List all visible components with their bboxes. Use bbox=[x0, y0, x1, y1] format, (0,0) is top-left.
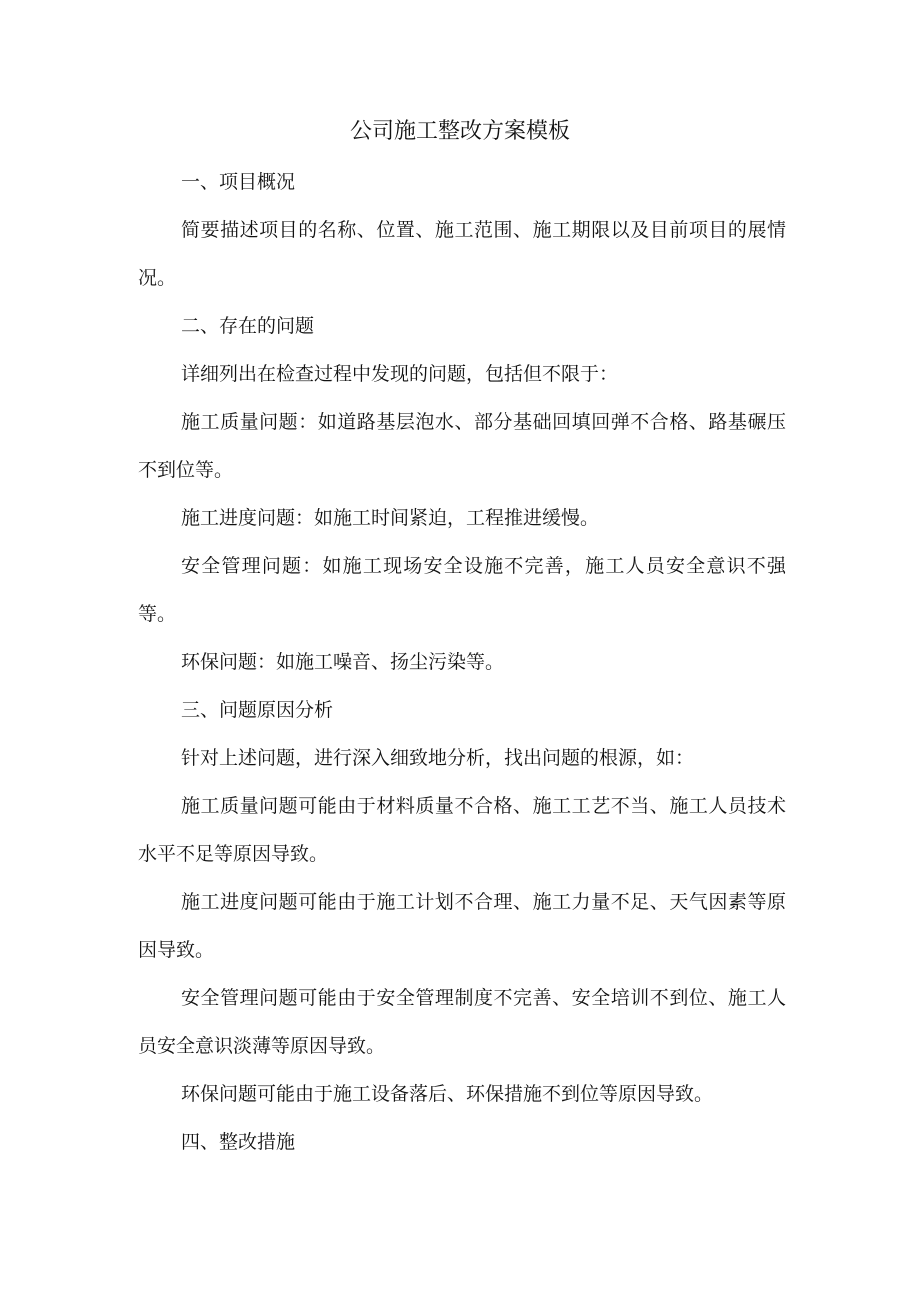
document-title: 公司施工整改方案模板 bbox=[349, 119, 570, 144]
paragraph-environment-cause: 环保问题可能由于施工设备落后、环保措施不到位等原因导致。 bbox=[181, 1083, 714, 1105]
paragraph-problems-intro: 详细列出在检查过程中发现的问题，包括但不限于： bbox=[181, 363, 619, 385]
paragraph-schedule-problem: 施工进度问题：如施工时间紧迫，工程推进缓慢。 bbox=[181, 507, 600, 529]
paragraph-quality-problem: 施工质量问题：如道路基层泡水、部分基础回填回弹不合格、路基碾压不到位等。 bbox=[138, 411, 786, 481]
paragraph-analysis-intro: 针对上述问题，进行深入细致地分析，找出问题的根源，如： bbox=[181, 747, 695, 769]
section-heading-rectification: 四、整改措施 bbox=[181, 1131, 296, 1153]
section-heading-cause-analysis: 三、问题原因分析 bbox=[181, 699, 334, 721]
paragraph-schedule-cause: 施工进度问题可能由于施工计划不合理、施工力量不足、天气因素等原因导致。 bbox=[138, 891, 786, 961]
section-heading-overview: 一、项目概况 bbox=[181, 171, 296, 193]
paragraph-safety-problem: 安全管理问题：如施工现场安全设施不完善，施工人员安全意识不强等。 bbox=[138, 555, 786, 625]
paragraph-safety-cause: 安全管理问题可能由于安全管理制度不完善、安全培训不到位、施工人员安全意识淡薄等原因导致。 bbox=[138, 987, 786, 1057]
paragraph-overview: 简要描述项目的名称、位置、施工范围、施工期限以及目前项目的展情况。 bbox=[138, 219, 786, 289]
paragraph-environment-problem: 环保问题：如施工噪音、扬尘污染等。 bbox=[181, 651, 505, 673]
paragraph-quality-cause: 施工质量问题可能由于材料质量不合格、施工工艺不当、施工人员技术水平不足等原因导致。 bbox=[138, 795, 786, 865]
section-heading-problems: 二、存在的问题 bbox=[181, 315, 315, 337]
